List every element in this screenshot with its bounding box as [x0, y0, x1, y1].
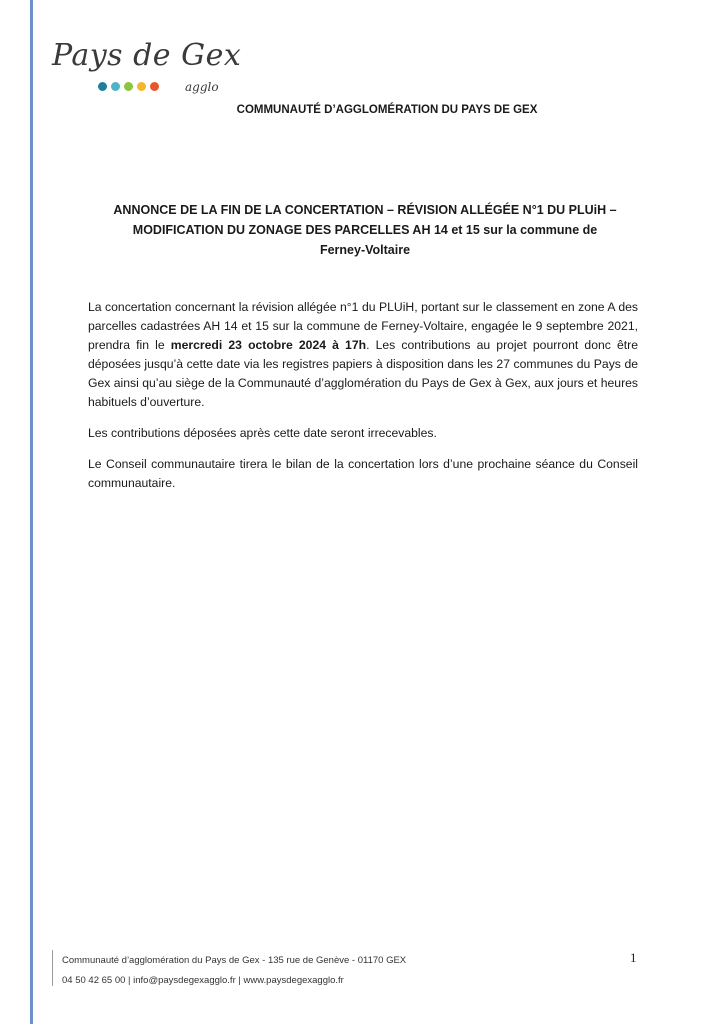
paragraph-1-start: La concertation concernant la révision allégée n°1 du PLUiH, portant sur le classement en zone A des parcelles cadastrées AH 14 et 15 sur la commune de Ferney-Voltaire, engagée le 9 septembre 2021, prendra fin le	[88, 300, 638, 352]
footer-contact: 04 50 42 65 00 | info@paysdegexagglo.fr | www.paysdegexagglo.fr	[62, 975, 344, 986]
paragraph-2: Les contributions déposées après cette date seront irrecevables.	[88, 426, 437, 440]
logo-brand-text: Pays de Gex	[52, 38, 242, 73]
logo-dot-3	[124, 82, 133, 91]
logo-sub-text: agglo	[185, 80, 219, 94]
logo-dot-2	[111, 82, 120, 91]
footer-rule	[52, 950, 53, 986]
footer	[62, 951, 406, 991]
document-body	[88, 298, 638, 505]
logo-dots	[98, 82, 159, 91]
paragraph-3: Le Conseil communautaire tirera le bilan de la concertation lors d’une prochaine séance du Conseil communautaire.	[88, 457, 638, 490]
page-number: 1	[630, 950, 637, 965]
footer-address: Communauté d’agglomération du Pays de Gex - 135 rue de Genève - 01170 GEX	[62, 955, 407, 966]
deadline-date: mercredi 23 octobre 2024 à 17h	[170, 338, 367, 352]
paragraph-1	[88, 298, 638, 412]
logo-dot-5	[150, 82, 159, 91]
paragraph-1-end: . Les contributions au projet pourront donc être déposées jusqu’à cette date via les registres papiers à disposition dans les 27 communes du Pays de Gex ainsi qu’au siège de la Communauté d’agglomération du Pays de Gex à Gex, aux jours et heures habituels d’ouverture.	[88, 338, 638, 409]
organization-name: COMMUNAUTÉ D’AGGLOMÉRATION DU PAYS DE GEX	[236, 104, 538, 116]
logo-dot-4	[137, 82, 146, 91]
left-margin-rule	[30, 0, 33, 1024]
document-title: ANNONCE DE LA FIN DE LA CONCERTATION – RÉVISION ALLÉGÉE N°1 DU PLUiH – MODIFICATION DU ZONAGE DES PARCELLES AH 14 et 15 sur la commune de Ferney-Voltaire	[113, 203, 617, 257]
logo-dot-1	[98, 82, 107, 91]
pays-de-gex-logo	[52, 38, 242, 100]
